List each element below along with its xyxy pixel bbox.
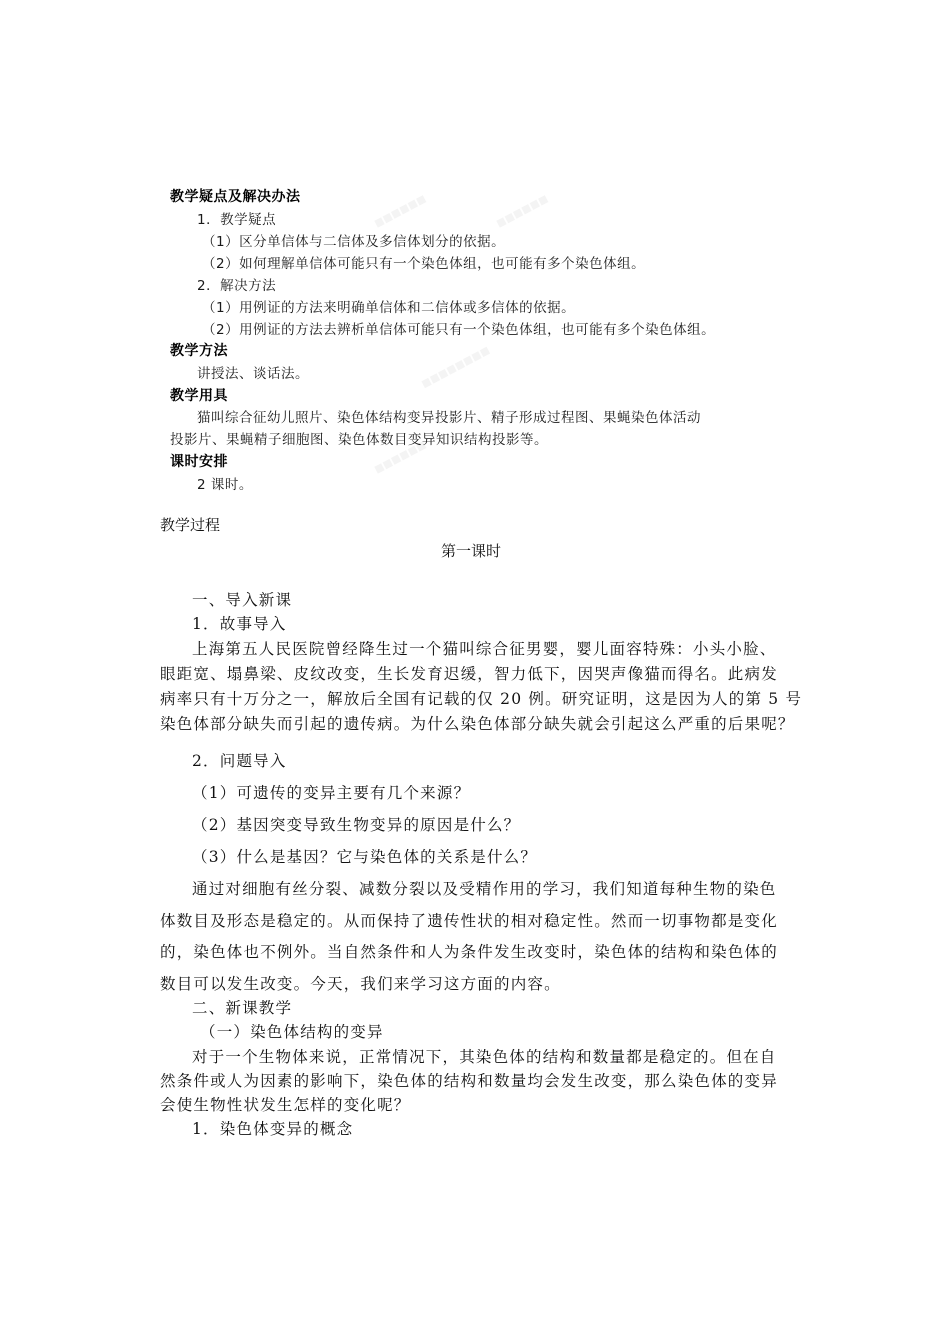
schedule-text: 2 课时。 <box>197 477 253 493</box>
question-2: （2）基因突变导致生物变异的原因是什么？ <box>192 816 521 834</box>
item2-1: （1）用例证的方法来明确单信体和二信体或多信体的依据。 <box>202 300 576 316</box>
heading-schedule: 课时安排 <box>170 454 228 470</box>
item1-2: （2）如何理解单信体可能只有一个染色体组，也可能有多个染色体组。 <box>202 256 646 272</box>
structure-paragraph-line: 然条件或人为因素的影响下，染色体的结构和数量均会发生改变，那么染色体的变异 <box>160 1072 778 1090</box>
lesson-title: 第一课时 <box>441 542 502 560</box>
item2-2: （2）用例证的方法去辨析单信体可能只有一个染色体组，也可能有多个染色体组。 <box>202 322 716 338</box>
story-line: 眼距宽、塌鼻梁、皮纹改变，生长发育迟缓，智力低下，因哭声像猫而得名。此病发 <box>160 665 778 683</box>
heading-difficulty: 教学疑点及解决办法 <box>170 189 301 205</box>
heading-method: 教学方法 <box>170 343 228 359</box>
item1-title: 1．教学疑点 <box>197 212 277 228</box>
structure-paragraph-line: 对于一个生物体来说，正常情况下，其染色体的结构和数量都是稳定的。但在自 <box>192 1048 777 1066</box>
sec1-heading: 1．故事导入 <box>192 615 287 633</box>
part2-heading: 二、新课教学 <box>192 999 293 1017</box>
concept-heading: 1．染色体变异的概念 <box>192 1120 354 1138</box>
watermark: ■■■■■■ <box>372 193 428 230</box>
heading-tools: 教学用具 <box>170 388 228 404</box>
method-text: 讲授法、谈话法。 <box>197 366 309 382</box>
intro-paragraph-line: 通过对细胞有丝分裂、减数分裂以及受精作用的学习，我们知道每种生物的染色 <box>192 880 777 898</box>
item2-title: 2．解决方法 <box>197 278 277 294</box>
watermark: ■■■■■■■■ <box>419 344 492 391</box>
intro-paragraph-line: 的，染色体也不例外。当自然条件和人为条件发生改变时，染色体的结构和染色体的 <box>160 943 778 961</box>
intro-paragraph-line: 数目可以发生改变。今天，我们来学习这方面的内容。 <box>160 975 561 993</box>
intro-paragraph-line: 体数目及形态是稳定的。从而保持了遗传性状的相对稳定性。然而一切事物都是变化 <box>160 912 778 930</box>
sec2-heading: 2．问题导入 <box>192 752 287 770</box>
watermark: ■■■■■■ <box>372 439 428 476</box>
story-line: 染色体部分缺失而引起的遗传病。为什么染色体部分缺失就会引起这么严重的后果呢？ <box>160 715 795 733</box>
question-1: （1）可遗传的变异主要有几个来源？ <box>192 784 471 802</box>
tools-line1: 猫叫综合征幼儿照片、染色体结构变异投影片、精子形成过程图、果蝇染色体活动 <box>197 410 701 426</box>
part1-heading: 一、导入新课 <box>192 591 293 609</box>
sub1-heading: （一）染色体结构的变异 <box>200 1023 384 1041</box>
story-line: 上海第五人民医院曾经降生过一个猫叫综合征男婴，婴儿面容特殊：小头小脸、 <box>192 640 777 658</box>
item1-1: （1）区分单信体与二信体及多信体划分的依据。 <box>202 234 506 250</box>
structure-paragraph-line: 会使生物性状发生怎样的变化呢？ <box>160 1096 411 1114</box>
question-3: （3）什么是基因？它与染色体的关系是什么？ <box>192 848 538 866</box>
tools-line2: 投影片、果蝇精子细胞图、染色体数目变异知识结构投影等。 <box>170 432 548 448</box>
story-line: 病率只有十万分之一，解放后全国有记载的仅 20 例。研究证明，这是因为人的第 5 号 <box>160 690 803 708</box>
watermark: ■■■■■■ <box>494 193 550 230</box>
process-heading: 教学过程 <box>160 516 221 534</box>
